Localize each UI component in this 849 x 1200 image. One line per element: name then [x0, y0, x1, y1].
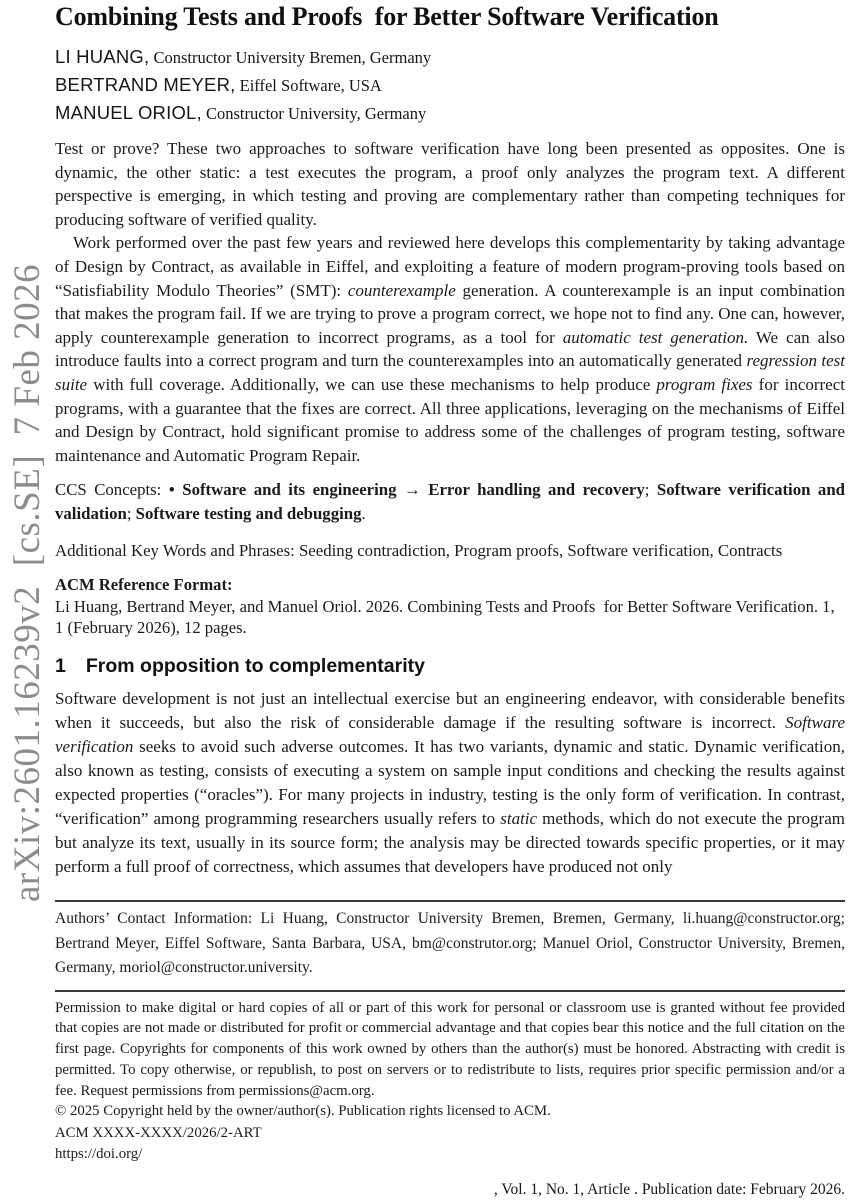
author-name: MANUEL ORIOL,: [55, 102, 202, 123]
issn-line: ACM XXXX-XXXX/2026/2-ART: [55, 1124, 262, 1141]
text-segment: generation. A counterexample is an input combination that makes the program fail. If we are trying to prove a program correct, we hope not to find any. One can, however, apply counterexample generation to incorrect programs, as a tool for: [55, 280, 845, 347]
author-affiliation: Eiffel Software, USA: [235, 76, 382, 95]
author-name: BERTRAND MEYER,: [55, 74, 236, 95]
abstract-paragraph-1: Test or prove? These two approaches to software verification have long been presented as opposites. One is dynamic, the other static: a test executes the program, a proof only analyzes the program text. A different perspective is emerging, in which testing and proving are complementary rather than competing techniques for producing software of verified quality.: [55, 139, 845, 229]
text-segment: static: [500, 808, 538, 828]
keywords: Additional Key Words and Phrases: Seeding contradiction, Program proofs, Software verification, Contracts: [55, 541, 783, 561]
text-segment: Work performed over the past few years and reviewed here develops this complementarity by taking advantage of Design by Contract, as available in Eiffel, and exploiting a feature of modern program-proving tools based on “Satisfiability Modulo Theories” (SMT):: [55, 233, 845, 300]
paper-content: [55, 0, 845, 879]
text-segment: Software development is not just an intellectual exercise but an engineering endeavor, with considerable benefits when it succeeds, but also the risk of considerable damage if the resulting software is incorrect.: [55, 688, 845, 732]
text-segment: Software testing and debugging: [135, 504, 362, 524]
arxiv-watermark: arXiv:2601.16239v2 [cs.SE] 7 Feb 2026: [7, 263, 48, 902]
abstract: [55, 137, 845, 467]
text-segment: • Software and its engineering → Error handling and recovery: [168, 480, 645, 500]
text-segment: We can also introduce faults into a correct program and turn the counterexamples into an automatically generated: [55, 327, 845, 371]
footnote-rule-bottom: [55, 990, 845, 992]
permission-notice: Permission to make digital or hard copies of all or part of this work for personal or classroom use is granted without fee provided that copies are not made or distributed for profit or commercial advantage and that copies bear this notice and the full citation on the first page. Copyrights for components of this work owned by others than the author(s) must be honored. Abstracting with credit is permitted. To copy otherwise, or republish, to post on servers or to redistribute to lists, requires prior specific permission and/or a fee. Request permissions from permissions@acm.org.: [55, 999, 845, 1099]
acm-reference-heading: ACM Reference Format:: [55, 575, 233, 595]
footnote-rule-top: [55, 900, 845, 902]
text-segment: Software verification and validation: [55, 480, 845, 524]
paper-title: Combining Tests and Proofs for Better Software Verification: [55, 2, 719, 31]
author-affiliation: Constructor University, Germany: [201, 104, 427, 123]
copyright-line: © 2025 Copyright held by the owner/author(s). Publication rights licensed to ACM.: [55, 1103, 551, 1120]
author-line: [55, 44, 845, 72]
acm-reference-text: Li Huang, Bertrand Meyer, and Manuel Oriol. 2026. Combining Tests and Proofs for Better Software Verification. 1, 1 (February 2026), 12 pages.: [55, 596, 839, 638]
text-segment: with full coverage. Additionally, we can use these mechanisms to help produce: [87, 374, 657, 394]
text-segment: automatic test generation.: [562, 327, 749, 347]
text-segment: for incorrect programs, with a guarantee that the fixes are correct. All three applications, leveraging on the mechanisms of Eiffel and Design by Contract, hold significant promise to address some of the challenges of program testing, software maintenance and Automatic Program Repair.: [55, 374, 845, 465]
text-segment: .: [361, 504, 366, 524]
section-1-heading: [55, 655, 845, 678]
author-affiliation: Constructor University Bremen, Germany: [149, 48, 432, 67]
text-segment: counterexample: [347, 280, 456, 300]
ccs-concepts: [55, 478, 845, 526]
acm-reference-format: [55, 574, 845, 639]
text-segment: methods, which do not execute the program but analyze its text, usually in its source form; the analysis may be directed towards specific properties, or it may perform a full proof of correctness, which assumes that developers have produced not only: [55, 808, 845, 876]
abstract-paragraph-2: [55, 231, 845, 467]
page-footer: , Vol. 1, No. 1, Article . Publication date: February 2026.: [493, 1181, 845, 1198]
section-number: 1: [55, 654, 66, 677]
authors-contact-info: Authors’ Contact Information: Li Huang, Constructor University Bremen, Bremen, Germany, li.huang@constructor.org; Bertrand Meyer, Eiffel Software, Santa Barbara, USA, bm@construtor.org; Manuel Oriol, Constructor University, Bremen, Germany, moriol@constructor.university.: [55, 910, 845, 976]
text-segment: ;: [126, 504, 136, 524]
author-line: [55, 72, 845, 100]
text-segment: regression test suite: [55, 351, 846, 394]
text-segment: seeks to avoid such adverse outcomes. It has two variants, dynamic and static. Dynamic verification, also known as testing, consists of executing a system on sample input conditions and checking the results against expected properties (“oracles”). For many projects in industry, testing is the only form of verification. In contrast, “verification” among programming researchers usually refers to: [55, 736, 845, 828]
text-segment: Software verification: [55, 712, 845, 756]
author-list: [55, 44, 845, 128]
section-1-paragraph: [55, 687, 845, 879]
doi-link[interactable]: https://doi.org/: [55, 1146, 143, 1163]
text-segment: ;: [644, 480, 657, 500]
text-segment: CCS Concepts:: [55, 480, 169, 500]
section-title: From opposition to complementarity: [85, 654, 425, 677]
footnote-area: [55, 900, 845, 1166]
text-segment: program fixes: [656, 374, 753, 394]
author-line: [55, 100, 845, 128]
author-name: LI HUANG,: [55, 46, 150, 67]
